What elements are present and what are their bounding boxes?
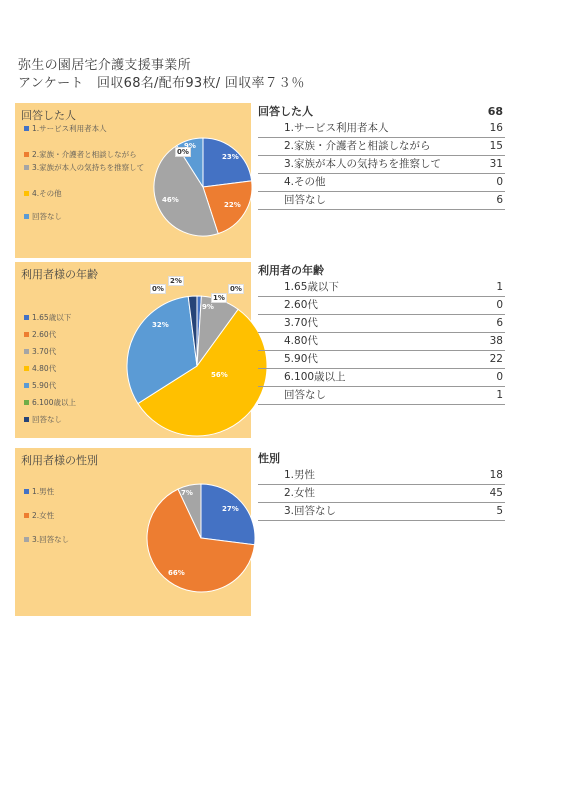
table-title: 性別 — [258, 452, 280, 465]
row-value: 15 — [489, 140, 503, 152]
legend-label: 3.70代 — [32, 347, 57, 356]
row-value: 45 — [489, 487, 503, 499]
pie-chart — [127, 296, 267, 436]
row-label: 回答なし — [284, 389, 326, 401]
row-label: 回答なし — [284, 194, 326, 206]
row-value: 18 — [489, 469, 503, 481]
row-label: 3.家族が本人の気持ちを推察して — [284, 158, 442, 170]
table-gender — [258, 450, 505, 521]
legend-item — [24, 124, 159, 134]
panel-title: 回答した人 — [21, 109, 76, 122]
legend-swatch — [24, 332, 29, 337]
table-header — [258, 103, 505, 120]
data-label: 32% — [152, 321, 169, 329]
table-total: 68 — [487, 105, 503, 118]
table-title: 利用者の年齢 — [258, 264, 324, 277]
chart-panel-respondent — [15, 103, 251, 258]
table-row — [258, 297, 505, 315]
legend-label: 6.100歳以上 — [32, 398, 76, 407]
table-row — [258, 503, 505, 521]
legend-item — [24, 189, 159, 199]
table-row — [258, 315, 505, 333]
legend-item — [24, 212, 159, 222]
data-label: 22% — [224, 201, 241, 209]
table-row — [258, 192, 505, 210]
data-label: 46% — [162, 196, 179, 204]
row-label: 6.100歳以上 — [284, 371, 346, 383]
pie-slice — [201, 484, 255, 545]
row-label: 2.家族・介護者と相談しながら — [284, 140, 431, 152]
table-row — [258, 138, 505, 156]
table-row — [258, 156, 505, 174]
data-label: 56% — [211, 371, 228, 379]
legend-item — [24, 487, 159, 497]
table-row — [258, 174, 505, 192]
data-label: 9% — [184, 142, 196, 150]
data-label: 0% — [230, 285, 242, 293]
legend-label: 2.家族・介護者と相談しながら — [32, 150, 137, 159]
row-value: 5 — [496, 505, 503, 517]
row-label: 2.女性 — [284, 487, 316, 499]
legend-swatch — [24, 152, 29, 157]
legend-swatch — [24, 191, 29, 196]
row-label: 3.70代 — [284, 317, 318, 329]
row-label: 3.回答なし — [284, 505, 337, 517]
table-header — [258, 262, 505, 279]
chart-panel-gender — [15, 448, 251, 616]
row-label: 5.90代 — [284, 353, 318, 365]
legend-label: 2.女性 — [32, 511, 55, 520]
legend-label: 回答なし — [32, 212, 62, 221]
legend-swatch — [24, 214, 29, 219]
row-value: 0 — [496, 176, 503, 188]
panel-title: 利用者様の性別 — [21, 454, 98, 467]
page-title: 弥生の園居宅介護支援事業所 — [18, 58, 191, 73]
chart-panel-age — [15, 262, 251, 438]
pie-slice — [203, 138, 252, 187]
legend-label: 1.サービス利用者本人 — [32, 124, 107, 133]
table-row — [258, 369, 505, 387]
row-value: 16 — [489, 122, 503, 134]
legend-swatch — [24, 349, 29, 354]
table-row — [258, 467, 505, 485]
table-title: 回答した人 — [258, 105, 313, 118]
data-label: 27% — [222, 505, 239, 513]
legend-item — [24, 163, 159, 173]
legend-swatch — [24, 366, 29, 371]
legend-item — [24, 511, 159, 521]
survey-summary: アンケート 回収68名/配布93枚/ 回収率７３％ — [18, 76, 305, 91]
legend-item — [24, 150, 159, 160]
legend-label: 回答なし — [32, 415, 62, 424]
table-row — [258, 387, 505, 405]
legend-swatch — [24, 126, 29, 131]
row-value: 31 — [489, 158, 503, 170]
row-value: 38 — [489, 335, 503, 347]
data-label: 2% — [170, 277, 182, 285]
legend-swatch — [24, 537, 29, 542]
row-value: 0 — [496, 371, 503, 383]
legend-label: 3.回答なし — [32, 535, 70, 544]
row-value: 1 — [496, 281, 503, 293]
legend-swatch — [24, 400, 29, 405]
table-respondent — [258, 103, 505, 210]
table-row — [258, 485, 505, 503]
legend-label: 5.90代 — [32, 381, 57, 390]
legend-swatch — [24, 513, 29, 518]
legend-label: 4.その他 — [32, 189, 62, 198]
row-value: 1 — [496, 389, 503, 401]
data-label: 9% — [202, 303, 214, 311]
row-label: 4.80代 — [284, 335, 318, 347]
row-value: 6 — [496, 317, 503, 329]
row-label: 2.60代 — [284, 299, 318, 311]
table-row — [258, 279, 505, 297]
row-value: 0 — [496, 299, 503, 311]
legend-label: 1.男性 — [32, 487, 55, 496]
table-row — [258, 351, 505, 369]
table-age — [258, 262, 505, 405]
row-label: 1.65歳以下 — [284, 281, 339, 293]
data-label: 0% — [177, 148, 189, 156]
data-label: 7% — [181, 489, 193, 497]
row-label: 4.その他 — [284, 176, 326, 188]
legend-swatch — [24, 383, 29, 388]
table-row — [258, 120, 505, 138]
row-value: 6 — [496, 194, 503, 206]
table-row — [258, 333, 505, 351]
row-value: 22 — [489, 353, 503, 365]
legend-swatch — [24, 417, 29, 422]
legend-label: 4.80代 — [32, 364, 57, 373]
legend-swatch — [24, 489, 29, 494]
data-label: 66% — [168, 569, 185, 577]
data-label: 23% — [222, 153, 239, 161]
legend-swatch — [24, 165, 29, 170]
panel-title: 利用者様の年齢 — [21, 268, 98, 281]
pie-chart — [147, 484, 255, 592]
legend-label: 1.65歳以下 — [32, 313, 72, 322]
data-label: 1% — [213, 294, 225, 302]
row-label: 1.サービス利用者本人 — [284, 122, 389, 134]
legend-swatch — [24, 315, 29, 320]
data-label: 0% — [152, 285, 164, 293]
legend-label: 3.家族が本人の気持ちを推察して — [32, 163, 145, 172]
legend-item — [24, 535, 159, 545]
table-header — [258, 450, 505, 467]
row-label: 1.男性 — [284, 469, 316, 481]
legend-label: 2.60代 — [32, 330, 57, 339]
